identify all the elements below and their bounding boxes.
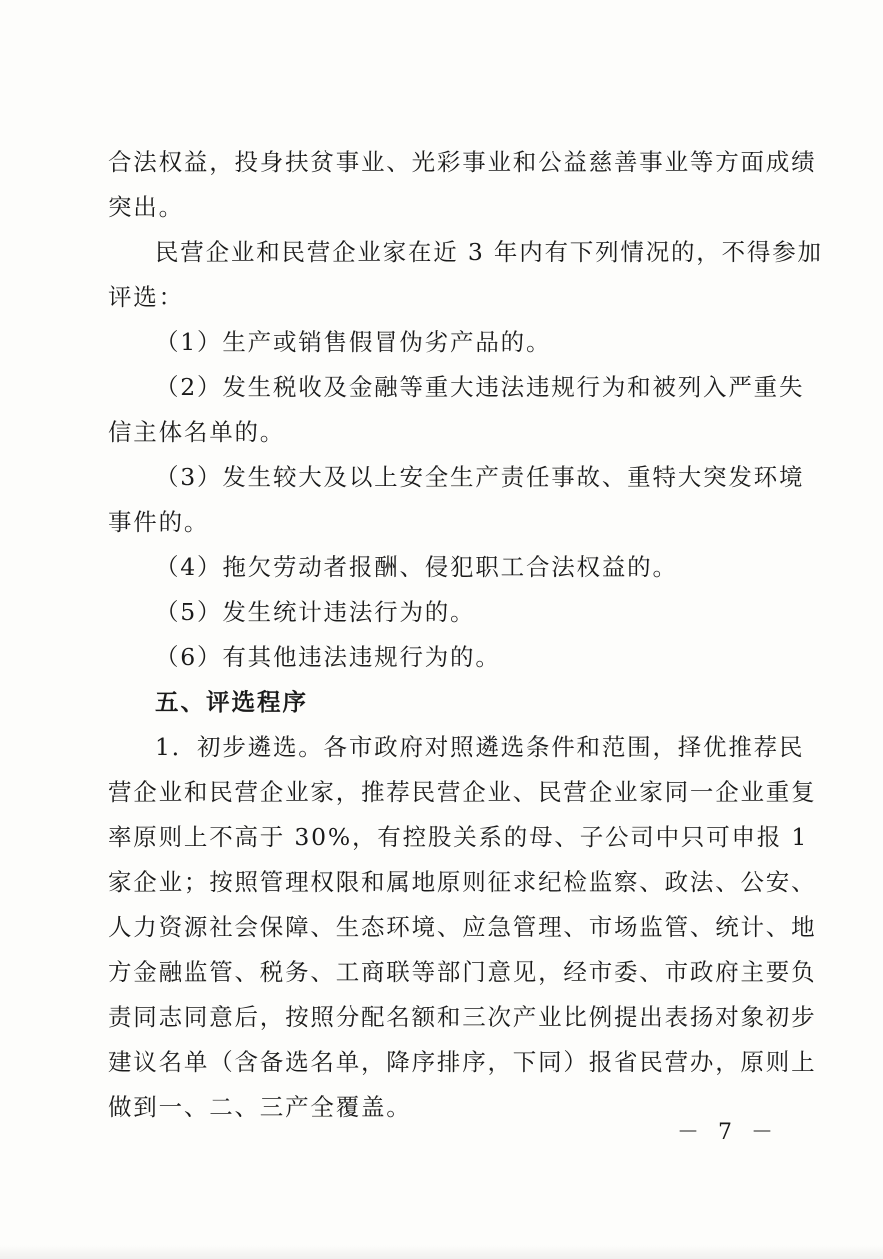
text-line: 建议名单（含备选名单，降序排序，下同）报省民营办，原则上 bbox=[108, 1048, 817, 1076]
list-item: （5）发生统计违法行为的。 bbox=[155, 598, 476, 626]
text-line: 信主体名单的。 bbox=[108, 418, 286, 446]
text-line: 家企业；按照管理权限和属地原则征求纪检监察、政法、公安、 bbox=[108, 868, 817, 896]
text-line: 合法权益，投身扶贫事业、光彩事业和公益慈善事业等方面成绩 bbox=[108, 148, 817, 176]
text-line: 突出。 bbox=[108, 193, 184, 221]
text-line: 评选： bbox=[108, 283, 184, 311]
text-line: 做到一、二、三产全覆盖。 bbox=[108, 1093, 412, 1121]
page-edge-shadow bbox=[0, 1245, 883, 1259]
text-line: 营企业和民营企业家，推荐民营企业、民营企业家同一企业重复 bbox=[108, 778, 817, 806]
paragraph-start: 1．初步遴选。各市政府对照遴选条件和范围，择优推荐民 bbox=[155, 733, 805, 761]
list-item: （2）发生税收及金融等重大违法违规行为和被列入严重失 bbox=[155, 373, 805, 401]
text-line: 事件的。 bbox=[108, 508, 210, 536]
page-number: － 7 － bbox=[677, 1120, 779, 1145]
text-line: 方金融监管、税务、工商联等部门意见，经市委、市政府主要负 bbox=[108, 958, 817, 986]
section-heading: 五、评选程序 bbox=[155, 688, 308, 716]
list-item: （1）生产或销售假冒伪劣产品的。 bbox=[155, 328, 552, 356]
text-line: 责同志同意后，按照分配名额和三次产业比例提出表扬对象初步 bbox=[108, 1003, 817, 1031]
paragraph-start: 民营企业和民营企业家在近 3 年内有下列情况的，不得参加 bbox=[155, 238, 823, 266]
list-item: （6）有其他违法违规行为的。 bbox=[155, 643, 501, 671]
text-line: 率原则上不高于 30%，有控股关系的母、子公司中只可申报 1 bbox=[108, 823, 809, 851]
text-line: 人力资源社会保障、生态环境、应急管理、市场监管、统计、地 bbox=[108, 913, 817, 941]
list-item: （3）发生较大及以上安全生产责任事故、重特大突发环境 bbox=[155, 463, 805, 491]
list-item: （4）拖欠劳动者报酬、侵犯职工合法权益的。 bbox=[155, 553, 678, 581]
